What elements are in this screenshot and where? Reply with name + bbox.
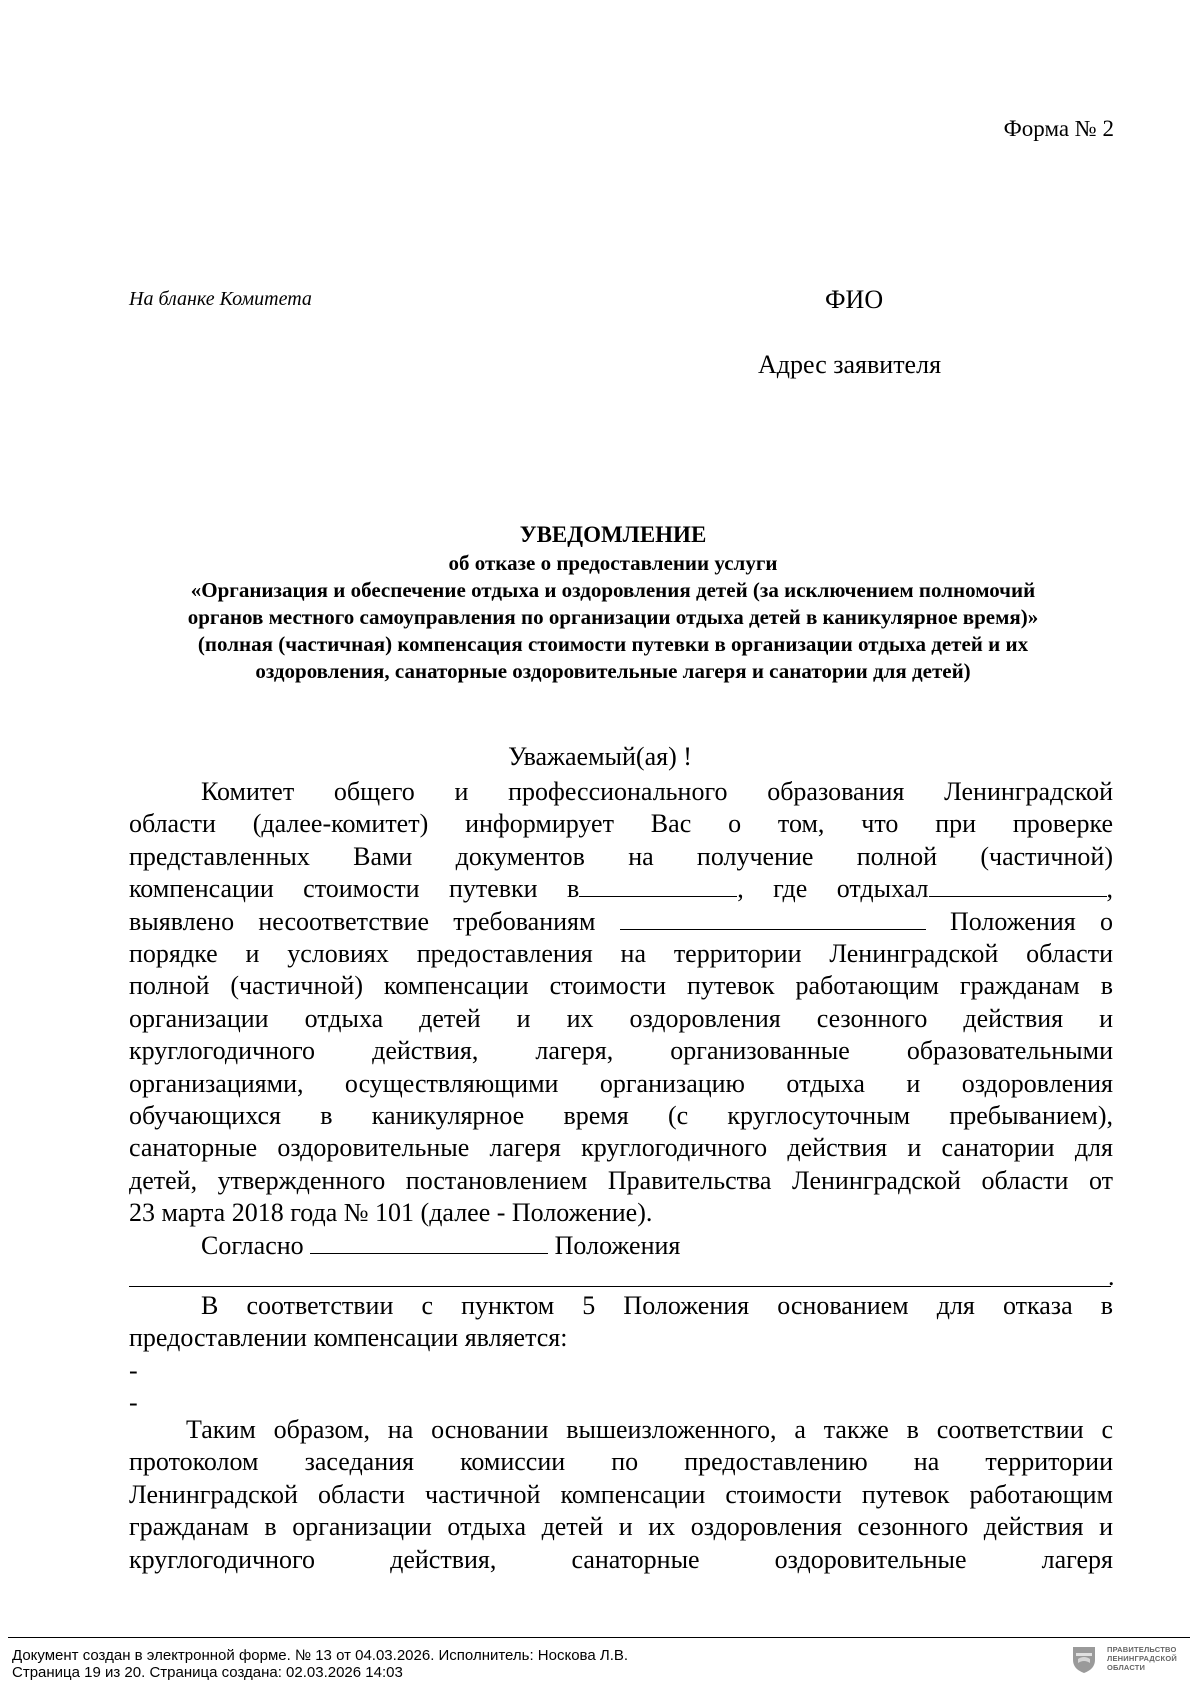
text-line: Комитет общего и профессионального образования Ленинградской — [201, 777, 1113, 806]
dash-item: - — [129, 1388, 138, 1418]
text-line: гражданам в организации отдыха детей и их оздоровления сезонного действия и — [129, 1512, 1113, 1542]
text-line: 23 марта 2018 года № 101 (далее - Положение). — [129, 1198, 653, 1228]
text-line: представленных Вами документов на получение полной (частичной) — [129, 841, 1113, 871]
heading-line: оздоровления, санаторные оздоровительные лагеря и санатории для детей) — [255, 659, 971, 683]
heading-title: УВЕДОМЛЕНИЕ — [519, 522, 707, 547]
recipient-address: Адрес заявителя — [758, 350, 942, 379]
footer-line: Страница 19 из 20. Страница создана: 02.03.2026 14:03 — [12, 1664, 403, 1681]
paragraph-main — [129, 776, 1113, 1262]
text-line-with-blanks — [129, 906, 1113, 938]
document-heading — [118, 520, 1108, 685]
according-line — [129, 1230, 1113, 1262]
text-line: области (далее-комитет) информирует Вас о том, что при проверке — [129, 809, 1113, 839]
heading-line: «Организация и обеспечение отдыха и оздоровления детей (за исключением полномочий — [190, 578, 1036, 602]
paragraph-conclusion — [129, 1414, 1113, 1576]
form-number: Форма № 2 — [1003, 116, 1114, 141]
logo-line: ПРАВИТЕЛЬСТВО — [1107, 1645, 1177, 1654]
text-line: круглогодичного действия, лагеря, организованные образовательными — [129, 1036, 1113, 1066]
text-line: предоставлении компенсации является: — [129, 1323, 568, 1353]
heading-line: органов местного самоуправления по организации отдыха детей в каникулярное время)» — [187, 605, 1039, 629]
text-line: порядке и условиях предоставления на территории Ленинградской области — [129, 939, 1113, 969]
blank-requirements-field[interactable] — [620, 907, 926, 930]
footer-line: Документ создан в электронной форме. № 13 от 04.03.2026. Исполнитель: Носкова Л.В. — [12, 1647, 629, 1664]
text-fragment: , где отдыхал — [737, 874, 929, 904]
footer-divider — [8, 1637, 1190, 1638]
blank-rested-field[interactable] — [929, 874, 1107, 897]
footer-info — [12, 1647, 628, 1681]
paragraph-grounds — [129, 1290, 1113, 1420]
text-line: организациями, осуществляющими организацию отдыха и оздоровления — [129, 1068, 1113, 1098]
blank-full-line[interactable] — [129, 1286, 1111, 1287]
text-line: детей, утвержденного постановлением Правительства Ленинградской области от — [129, 1165, 1113, 1195]
text-fragment: Положения — [554, 1230, 681, 1260]
recipient-name: ФИО — [825, 285, 884, 314]
text-line: протоколом заседания комиссии по предоставлению на территории — [129, 1447, 1113, 1477]
dash-item: - — [129, 1355, 138, 1385]
text-fragment: Положения о — [950, 906, 1113, 936]
line-end-dot: . — [1108, 1262, 1115, 1291]
logo-line: ЛЕНИНГРАДСКОЙ — [1107, 1654, 1177, 1663]
heading-line: об отказе о предоставлении услуги — [448, 551, 778, 575]
greeting: Уважаемый(ая) ! — [508, 742, 692, 771]
text-line: Таким образом, на основании вышеизложенного, а также в соответствии с — [186, 1415, 1113, 1444]
text-line: В соответствии с пунктом 5 Положения основанием для отказа в — [201, 1291, 1113, 1320]
coat-of-arms-icon — [1071, 1644, 1097, 1674]
text-fragment: компенсации стоимости путевки в — [129, 874, 580, 904]
text-line: Ленинградской области частичной компенсации стоимости путевок работающим — [129, 1479, 1113, 1509]
government-logo-text — [1107, 1645, 1177, 1672]
text-fragment: Согласно — [201, 1230, 304, 1260]
text-line: круглогодичного действия, санаторные оздоровительные лагеря — [129, 1544, 1113, 1574]
blank-note: На бланке Комитета — [129, 288, 312, 310]
text-line: обучающихся в каникулярное время (с круглосуточным пребыванием), — [129, 1101, 1113, 1131]
text-fragment: , — [1106, 874, 1113, 904]
text-line: полной (частичной) компенсации стоимости путевок работающим гражданам в — [129, 971, 1113, 1001]
logo-line: ОБЛАСТИ — [1107, 1663, 1146, 1672]
blank-location-field[interactable] — [579, 874, 737, 897]
text-line: санаторные оздоровительные лагеря круглогодичного действия и санатории для — [129, 1133, 1113, 1163]
text-line: организации отдыха детей и их оздоровления сезонного действия и — [129, 1003, 1113, 1033]
text-line-with-blanks — [129, 873, 1113, 905]
heading-line: (полная (частичная) компенсация стоимости путевки в организации отдыха детей и их — [197, 632, 1029, 656]
text-fragment: выявлено несоответствие требованиям — [129, 906, 596, 936]
blank-clause-field[interactable] — [310, 1231, 548, 1254]
